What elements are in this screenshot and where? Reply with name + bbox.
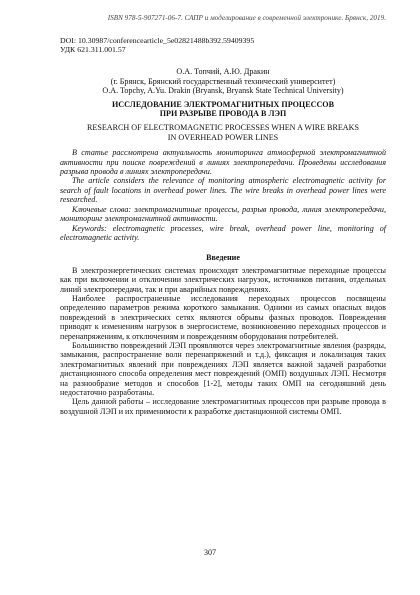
authors-ru: О.А. Топчий, А.Ю. Дракин <box>176 67 270 77</box>
authors-en: O.A. Topchy, A.Yu. Drakin (Bryansk, Bryansk State Technical University) <box>102 86 344 96</box>
paragraph: Цель данной работы – исследование электромагнитных процессов при разрыве провода в воздушной ЛЭП и их применимости к разработке дистанционной системы ОМП. <box>60 397 386 416</box>
keywords-ru: Ключевые слова: электромагнитные процессы, разрыв провода, линия электропередачи, мониторинг электромагнитной активности. <box>60 204 386 224</box>
title-en-line2: IN OVERHEAD POWER LINES <box>167 132 279 142</box>
article-identifiers <box>60 36 386 54</box>
abstract-en: The article considers the relevance of monitoring atmospheric electromagnetic activity for search of fault locations in overhead power lines. The wire breaks in overhead power lines were researched. <box>60 176 386 205</box>
abstract <box>60 148 386 242</box>
title-ru <box>60 100 386 119</box>
title-en <box>60 123 386 142</box>
body-text <box>60 266 386 417</box>
title-en-line1: RESEARCH OF ELECTROMAGNETIC PROCESSES WHEN A WIRE BREAKS <box>87 123 359 133</box>
author-block <box>60 67 386 95</box>
paragraph: Наиболее распространенные исследования переходных процессов посвящены определению параметров режима короткого замыкания. Одними из самых опасных видов повреждений в электрических сетях являются обрывы фазных проводов. Повреждения приводят к изменениям нагрузок в энергосистеме, возникновению переходных процессов и перенапряжениям, к отключениям и повреждениям оборудования потребителей. <box>60 293 386 341</box>
doi: DOI: 10.30987/conferencearticle_5e02821488b392.59409395 <box>60 36 255 46</box>
title-ru-line2: ПРИ РАЗРЫВЕ ПРОВОДА В ЛЭП <box>159 109 287 119</box>
keywords-en: Keywords: electromagnetic processes, wire break, overhead power line, monitoring of electromagnetic activity. <box>60 223 386 242</box>
section-title: Введение <box>206 253 240 263</box>
running-head: ISBN 978-5-907271-06-7. САПР и моделирование в современной электронике. Брянск, 2019. <box>107 14 386 22</box>
affiliation-ru: (г. Брянск, Брянский государственный технический университет) <box>110 76 336 86</box>
udc: УДК 621.311.001.57 <box>60 45 126 55</box>
title-ru-line1: ИССЛЕДОВАНИЕ ЭЛЕКТРОМАГНИТНЫХ ПРОЦЕССОВ <box>112 99 334 109</box>
paragraph: В электроэнергетических системах происходят электромагнитные переходные процессы как при включении и отключении электрических нагрузок, источников питания, отдельных линий электропередачи, так и при аварийных повреждениях. <box>60 265 386 294</box>
page-number: 307 <box>204 548 216 557</box>
abstract-ru: В статье рассмотрена актуальность мониторинга атмосферной электромагнитной активности при поиске повреждений в линиях электропередачи. Проведены исследования разрыва провода в линиях электропередачи. <box>60 148 386 177</box>
paragraph: Большинство повреждений ЛЭП проявляются через электромагнитные явления (разряды, замыкания, распространение волн перенапряжений и т.д.), фиксация и локализация таких электромагнитных явлений при повреждениях ЛЭП является важной задачей разработки дистанционного способа определения мест повреждений (ОМП) воздушных ЛЭП. Несмотря на разнообразие методов и способов [1-2], методы таких ОМП на сегодняшний день недостаточно разработаны. <box>60 340 386 397</box>
